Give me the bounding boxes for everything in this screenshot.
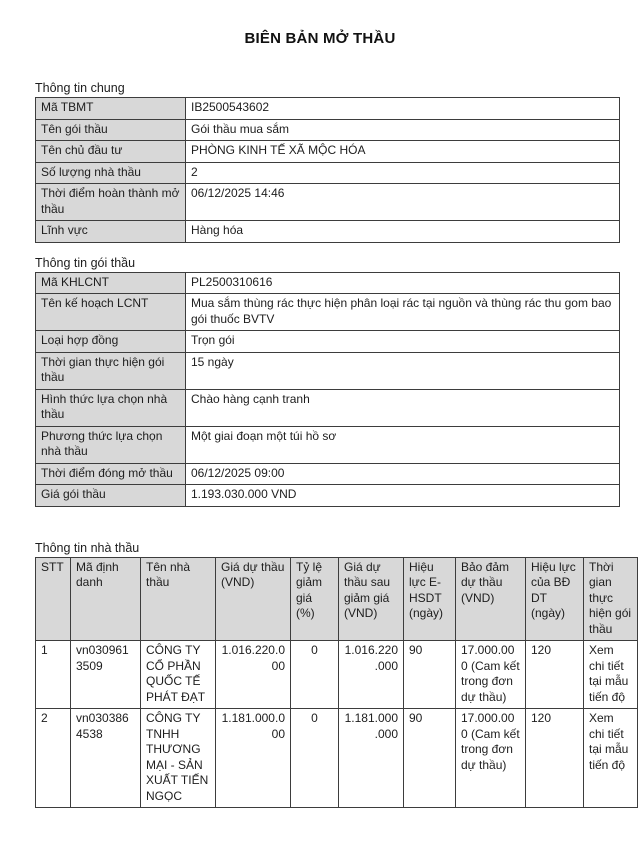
general-info-table xyxy=(35,97,620,243)
table-row xyxy=(36,272,620,294)
field-label: Loại hợp đồng xyxy=(36,331,186,353)
field-label: Lĩnh vực xyxy=(36,221,186,243)
field-value: 2 xyxy=(186,162,620,184)
cell-ten-nha-thau: CÔNG TY TNHH THƯƠNG MẠI - SẢN XUẤT TIẾN NGỌC xyxy=(141,709,216,808)
cell-gia-du-thau: 1.016.220.000 xyxy=(216,641,291,709)
cell-thoi-gian-thuc-hien: Xem chi tiết tại mẫu tiến độ xyxy=(584,641,638,709)
column-header-hieu-luc-ehsdt: Hiệu lực E-HSDT (ngày) xyxy=(404,557,456,641)
cell-hieu-luc-bddt: 120 xyxy=(526,709,584,808)
field-value: Gói thầu mua sắm xyxy=(186,119,620,141)
cell-hieu-luc-ehsdt: 90 xyxy=(404,641,456,709)
contractor-table-header-row xyxy=(36,557,638,641)
contractor-table xyxy=(35,557,638,809)
field-value: 15 ngày xyxy=(186,352,620,389)
table-row xyxy=(36,184,620,221)
field-label: Tên kế hoạch LCNT xyxy=(36,294,186,331)
table-row xyxy=(36,389,620,426)
column-header-bao-dam-du-thau: Bảo đảm dự thầu (VND) xyxy=(456,557,526,641)
field-value: Mua sắm thùng rác thực hiện phân loại rác tại nguồn và thùng rác thu gom bao gói thuốc BVTV xyxy=(186,294,620,331)
field-value: Trọn gói xyxy=(186,331,620,353)
field-label: Thời điểm đóng mở thầu xyxy=(36,463,186,485)
field-value: Một giai đoạn một túi hồ sơ xyxy=(186,426,620,463)
contractor-row xyxy=(36,709,638,808)
table-row xyxy=(36,352,620,389)
package-info-table xyxy=(35,272,620,507)
field-value: IB2500543602 xyxy=(186,98,620,120)
cell-stt: 2 xyxy=(36,709,71,808)
field-label: Mã KHLCNT xyxy=(36,272,186,294)
field-label: Hình thức lựa chọn nhà thầu xyxy=(36,389,186,426)
field-value: Chào hàng cạnh tranh xyxy=(186,389,620,426)
column-header-gia-du-thau: Giá dự thầu (VND) xyxy=(216,557,291,641)
cell-gia-sau-giam: 1.016.220.000 xyxy=(339,641,404,709)
cell-stt: 1 xyxy=(36,641,71,709)
field-value: PHÒNG KINH TẾ XÃ MỘC HÓA xyxy=(186,141,620,163)
field-label: Thời điểm hoàn thành mở thầu xyxy=(36,184,186,221)
field-value: Hàng hóa xyxy=(186,221,620,243)
cell-bao-dam-du-thau: 17.000.000 (Cam kết trong đơn dự thầu) xyxy=(456,709,526,808)
contractor-row xyxy=(36,641,638,709)
cell-gia-sau-giam: 1.181.000.000 xyxy=(339,709,404,808)
table-row xyxy=(36,141,620,163)
table-row xyxy=(36,463,620,485)
general-info-heading: Thông tin chung xyxy=(35,81,125,95)
column-header-stt: STT xyxy=(36,557,71,641)
field-value: PL2500310616 xyxy=(186,272,620,294)
package-info-heading: Thông tin gói thầu xyxy=(35,255,136,270)
field-value: 06/12/2025 09:00 xyxy=(186,463,620,485)
document-title: BIÊN BẢN MỞ THẦU xyxy=(244,30,396,47)
field-label: Thời gian thực hiện gói thầu xyxy=(36,352,186,389)
cell-ma-dinh-danh: vn0303864538 xyxy=(71,709,141,808)
table-row xyxy=(36,294,620,331)
cell-ma-dinh-danh: vn0309613509 xyxy=(71,641,141,709)
cell-gia-du-thau: 1.181.000.000 xyxy=(216,709,291,808)
field-label: Tên gói thầu xyxy=(36,119,186,141)
column-header-thoi-gian-thuc-hien: Thời gian thực hiện gói thầu xyxy=(584,557,638,641)
field-label: Giá gói thầu xyxy=(36,485,186,507)
table-row xyxy=(36,485,620,507)
field-label: Phương thức lựa chọn nhà thầu xyxy=(36,426,186,463)
table-row xyxy=(36,162,620,184)
contractor-info-heading: Thông tin nhà thầu xyxy=(35,540,140,555)
column-header-ma-dinh-danh: Mã định danh xyxy=(71,557,141,641)
table-row xyxy=(36,221,620,243)
column-header-gia-sau-giam: Giá dự thầu sau giảm giá (VND) xyxy=(339,557,404,641)
column-header-ten-nha-thau: Tên nhà thầu xyxy=(141,557,216,641)
field-value: 1.193.030.000 VND xyxy=(186,485,620,507)
column-header-ty-le-giam-gia: Tỷ lệ giảm giá (%) xyxy=(291,557,339,641)
cell-hieu-luc-bddt: 120 xyxy=(526,641,584,709)
table-row xyxy=(36,331,620,353)
field-label: Tên chủ đầu tư xyxy=(36,141,186,163)
cell-ty-le-giam-gia: 0 xyxy=(291,709,339,808)
table-row xyxy=(36,119,620,141)
field-value: 06/12/2025 14:46 xyxy=(186,184,620,221)
field-label: Mã TBMT xyxy=(36,98,186,120)
cell-ten-nha-thau: CÔNG TY CỔ PHẦN QUỐC TẾ PHÁT ĐẠT xyxy=(141,641,216,709)
cell-ty-le-giam-gia: 0 xyxy=(291,641,339,709)
column-header-hieu-luc-bddt: Hiệu lực của BĐ DT (ngày) xyxy=(526,557,584,641)
cell-thoi-gian-thuc-hien: Xem chi tiết tại mẫu tiến độ xyxy=(584,709,638,808)
cell-bao-dam-du-thau: 17.000.000 (Cam kết trong đơn dự thầu) xyxy=(456,641,526,709)
field-label: Số lượng nhà thầu xyxy=(36,162,186,184)
table-row xyxy=(36,426,620,463)
table-row xyxy=(36,98,620,120)
cell-hieu-luc-ehsdt: 90 xyxy=(404,709,456,808)
